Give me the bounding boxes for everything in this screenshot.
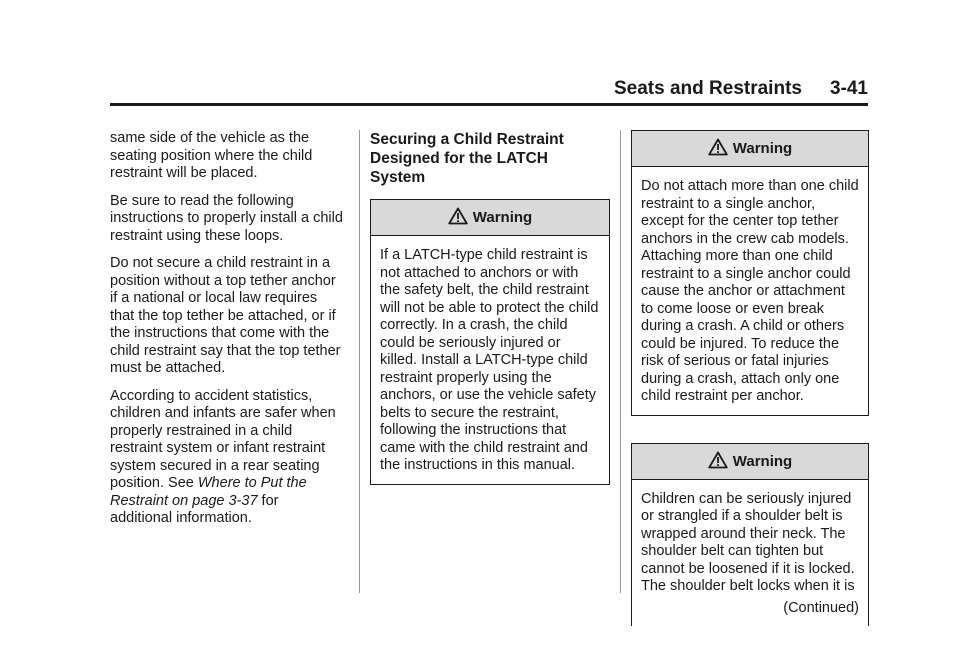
warning-triangle-icon bbox=[708, 451, 728, 469]
text-line: or strangled if a shoulder belt is bbox=[641, 508, 843, 524]
text-line: restraint using these loops. bbox=[110, 227, 284, 244]
page-header bbox=[0, 78, 868, 100]
text-line: Children can be seriously injured bbox=[641, 490, 852, 507]
text-line bbox=[110, 475, 350, 493]
column-divider-2 bbox=[620, 130, 621, 593]
text-line: restraint properly using the bbox=[380, 369, 552, 386]
text-line: cause the anchor or attachment bbox=[641, 283, 845, 299]
continued-label: (Continued) bbox=[783, 599, 859, 616]
warning-label: Warning bbox=[732, 452, 793, 470]
text-line: cannot be loosened if it is locked. bbox=[641, 560, 855, 577]
text-line: must be attached. bbox=[110, 360, 226, 376]
text-line: if a national or local law requires bbox=[110, 290, 318, 306]
warning-body bbox=[632, 167, 868, 415]
text-line: system secured in a rear seating bbox=[110, 457, 320, 474]
text-line: the instructions in this manual. bbox=[380, 457, 576, 473]
warning-triangle-icon bbox=[708, 138, 728, 156]
paragraph-1 bbox=[110, 130, 350, 183]
warning-label: Warning bbox=[732, 140, 793, 157]
warning-body bbox=[371, 236, 609, 484]
text-line: If a LATCH-type child restraint is bbox=[380, 247, 588, 263]
text-line: the instructions that come with the bbox=[110, 325, 330, 341]
warning-header bbox=[632, 131, 868, 167]
column-1 bbox=[110, 130, 350, 538]
text-line: could be seriously injured or bbox=[380, 334, 561, 351]
text-line: killed. Install a LATCH-type child bbox=[380, 352, 588, 368]
text-line: Do not attach more than one child bbox=[641, 178, 859, 194]
text-line: anchors, or use the vehicle safety bbox=[380, 387, 597, 403]
text-line: same side of the vehicle as the bbox=[110, 130, 310, 146]
section-heading bbox=[370, 130, 610, 187]
paragraph-4 bbox=[110, 388, 350, 528]
text-line: child restraint per anchor. bbox=[641, 388, 804, 404]
text-line: children and infants are safer when bbox=[110, 405, 336, 421]
heading-line: Designed for the LATCH bbox=[370, 150, 548, 167]
text-line: during a crash. A child or others bbox=[641, 318, 845, 334]
for-text: for bbox=[257, 492, 279, 509]
paragraph-2 bbox=[110, 193, 350, 246]
column-2 bbox=[370, 130, 610, 485]
text-line bbox=[110, 493, 350, 511]
warning-header bbox=[371, 200, 609, 236]
warning-box-shoulder-belt bbox=[631, 443, 869, 627]
cross-reference-link[interactable]: Where to Put the bbox=[197, 475, 307, 491]
text-line: According to accident statistics, bbox=[110, 387, 313, 404]
column-divider-1 bbox=[359, 130, 360, 593]
text-line: The shoulder belt locks when it is bbox=[641, 578, 855, 594]
warning-box-single-anchor bbox=[631, 130, 869, 416]
text-line: could be injured. To reduce the bbox=[641, 335, 840, 352]
paragraph-3 bbox=[110, 255, 350, 378]
text-line: Be sure to read the following bbox=[110, 192, 294, 209]
text-line: risk of serious or fatal injuries bbox=[641, 353, 829, 369]
text-line: will not be able to protect the child bbox=[380, 299, 599, 316]
text-line: Attaching more than one child bbox=[641, 248, 833, 264]
text-line: to come loose or even break bbox=[641, 300, 824, 317]
cross-reference-link-cont[interactable]: Restraint on page 3-37 bbox=[110, 492, 258, 509]
text-line: anchors in the crew cab models. bbox=[641, 230, 849, 247]
text-line: Do not secure a child restraint in a bbox=[110, 255, 331, 271]
column-3 bbox=[631, 130, 869, 626]
text-line: during a crash, attach only one bbox=[641, 370, 840, 387]
warning-label: Warning bbox=[472, 209, 533, 226]
heading-line: Securing a Child Restraint bbox=[370, 131, 564, 148]
warning-box-latch bbox=[370, 199, 610, 485]
heading-line: System bbox=[370, 169, 426, 186]
text-line: instructions to properly install a child bbox=[110, 210, 343, 226]
text-line: properly restrained in a child bbox=[110, 422, 293, 439]
text-line: child restraint say that the top tether bbox=[110, 342, 341, 359]
text-line: additional information. bbox=[110, 510, 252, 526]
text-line: restraint system or infant restraint bbox=[110, 440, 326, 456]
text-line: position without a top tether anchor bbox=[110, 272, 336, 289]
warning-triangle-icon bbox=[448, 207, 468, 225]
page-number: 3-41 bbox=[829, 78, 868, 99]
text-line: came with the child restraint and bbox=[380, 439, 588, 456]
text-line: restraint will be placed. bbox=[110, 165, 258, 181]
text-line: seating position where the child bbox=[110, 147, 313, 164]
text-line: shoulder belt can tighten but bbox=[641, 543, 824, 559]
text-line: correctly. In a crash, the child bbox=[380, 317, 568, 333]
text-line: except for the center top tether bbox=[641, 213, 839, 229]
text-line: restraint to a single anchor could bbox=[641, 265, 851, 282]
text-line: that the top tether be attached, or if bbox=[110, 307, 336, 324]
text-line: wrapped around their neck. The bbox=[641, 525, 846, 542]
text-line: the safety belt, the child restraint bbox=[380, 282, 589, 298]
section-title-header: Seats and Restraints bbox=[614, 78, 802, 99]
text-line: not attached to anchors or with bbox=[380, 264, 579, 281]
see-text: position. See bbox=[110, 475, 198, 491]
warning-header bbox=[632, 444, 868, 480]
text-line: belts to secure the restraint, bbox=[380, 404, 559, 421]
text-line: following the instructions that bbox=[380, 422, 567, 438]
warning-body bbox=[632, 480, 868, 627]
text-line: restraint to a single anchor, bbox=[641, 195, 816, 212]
header-rule bbox=[110, 103, 868, 106]
